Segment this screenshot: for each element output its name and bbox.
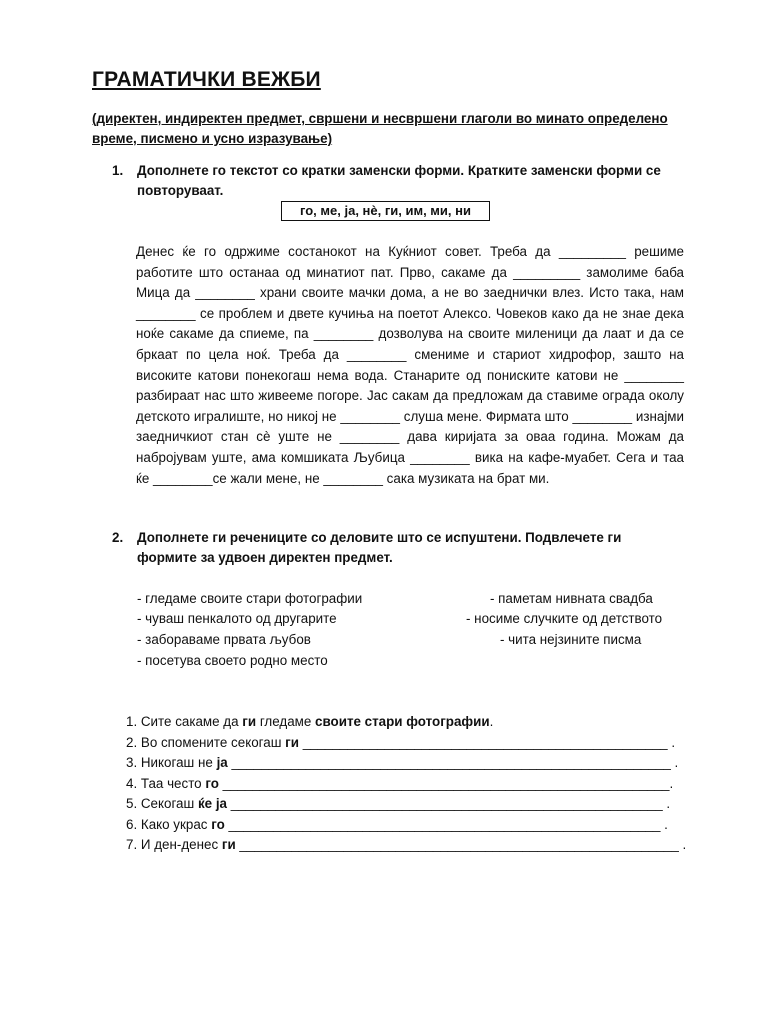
task-1-instruction (112, 161, 682, 201)
phrase-right: - чита нејзините писма (500, 632, 642, 647)
task-number: 1. (112, 163, 124, 178)
phrase-left: - заборавaме првата љубов (137, 632, 311, 647)
phrase-right: - паметам нивната свадба (490, 591, 653, 606)
task-1-paragraph: Денес ќе го одржиме состанокот на Куќниот совет. Треба да _________ решиме работите што останаа од минатиот пат. Прво, сакаме да _________ замолиме баба Мица да ________ храни своите мачки дома, а не во заеднички влез. Исто така, нам ________ се проблем и двете кучиња на поетот Алексо. Човеков како да не знае дека ноќе сакаме да спиеме, па ________ дозволува на своите миленици да лаат и да се бркаат по цела ноќ. Треба да ________ смениме и стариот хидрофор, зашто на високите катови понекогаш нема вода. Станарите од пониските катови не ________ разбираат нас што живееме погоре. Јас сакам да предложам да ставиме ограда околу детското игралиште, но никој не ________ слуша мене. Фирмата што ________ изнајми заедничкиот стан сè уште не ________ дава киријата за оваа година. Можам да набројувам уште, ама комшиката Љубица ________ вика на кафе-муабет. Сега и таа ќе ________се жали мене, не ________ сака музиката на брат ми. (136, 244, 684, 486)
exercise-sentence: 2. Во спомените секогаш ги _________________________________________________ . (126, 735, 676, 750)
phrase-right: - носиме случките од детството (466, 611, 663, 626)
exercise-sentence: 6. Како украс го __________________________________________________________ . (126, 817, 668, 832)
phrase-left: - посетува своето родно место (137, 653, 328, 668)
exercise-sentence: 5. Секогаш ќе ја __________________________________________________________ . (126, 796, 671, 811)
exercise-sentence: 3. Никогаш не ја ___________________________________________________________ . (126, 755, 679, 770)
phrase-left: - гледаме своите стари фотографии (137, 591, 363, 606)
task-text: Дополнете го текстот со кратки заменски форми. Кратките заменски форми се повторуваат. (137, 163, 661, 198)
exercise-sentence: 7. И ден-денес ги ___________________________________________________________ . (126, 837, 687, 852)
subtitle: (директен, индиректен предмет, свршени и несвршени глаголи во минато определено време, писмено и усно изразување) (92, 111, 668, 146)
page-title: ГРАМАТИЧКИ ВЕЖБИ (92, 68, 321, 91)
exercise-sentence: 1. Сите сакаме да ги гледаме своите стари фотографии. (126, 714, 494, 729)
task-2-instruction (112, 528, 682, 568)
word-box: го, ме, ја, нè, ги, им, ми, ни (281, 201, 490, 221)
phrase-left: - чуваш пенкалото од другарите (137, 611, 337, 626)
task-text: Дополнете ги речениците со деловите што се испуштени. Подвлечете ги формите за удвоен директен предмет. (137, 530, 622, 565)
task-number: 2. (112, 530, 124, 545)
exercise-sentence: 4. Таа често го ____________________________________________________________. (126, 776, 674, 791)
